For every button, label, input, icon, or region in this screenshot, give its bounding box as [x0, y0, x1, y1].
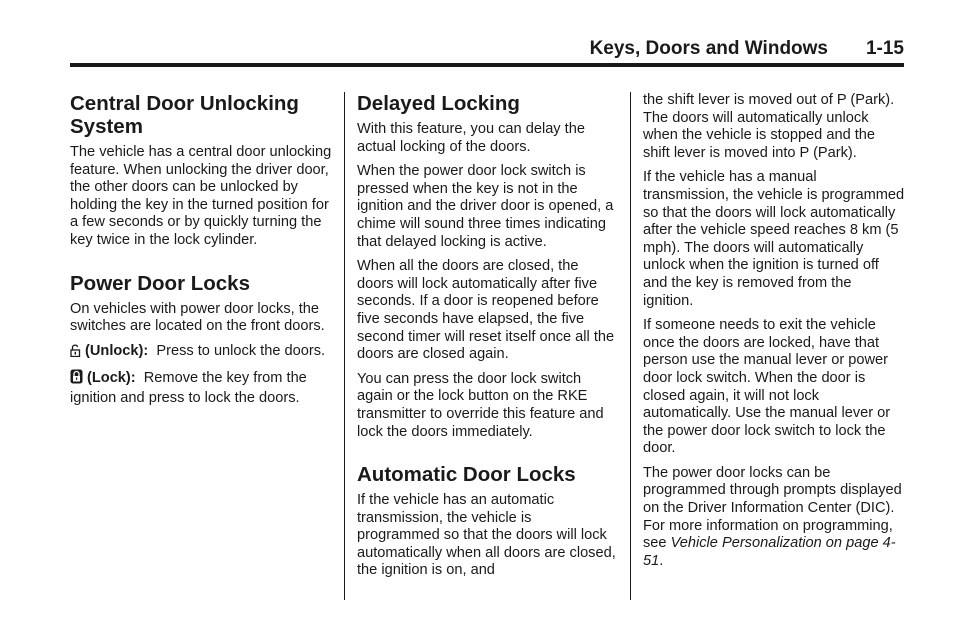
page-number: 1-15 [865, 38, 904, 59]
paragraph-end: . [659, 552, 664, 569]
unlock-label: (Unlock): [85, 342, 149, 359]
section-title: Keys, Doors and Windows [589, 38, 828, 59]
unlock-icon [70, 344, 81, 363]
column-3 [643, 92, 905, 577]
column-divider [630, 92, 631, 600]
unlock-description [70, 343, 332, 363]
paragraph: If someone needs to exit the vehicle once the doors are locked, have that person use the manual lever or power door lock switch. When the door is closed again, it will not lock automatically. Use the manual lever or the power door lock switch to lock the door. [643, 317, 891, 457]
paragraph: If the vehicle has a manual transmission, the vehicle is programmed so that the doors will lock automatically after the vehicle speed reaches 8 km (5 mph). The doors will automatically unlock when the ignition is turned off and the key is removed from the ignition. [643, 169, 905, 309]
lock-description [70, 369, 332, 407]
paragraph: With this feature, you can delay the actual locking of the doors. [357, 121, 585, 155]
heading-central-door-unlocking: Central Door Unlocking System [70, 92, 299, 138]
header-rule [70, 63, 904, 67]
paragraph: When all the doors are closed, the doors will lock automatically after five seconds. If a door is reopened before five seconds have elapsed, the five second timer will reset itself once all the doors are closed again. [357, 258, 615, 363]
column-1 [70, 92, 332, 415]
unlock-text: Press to unlock the doors. [156, 342, 326, 359]
heading-automatic-door-locks: Automatic Door Locks [357, 463, 576, 487]
paragraph: You can press the door lock switch again or the lock button on the RKE transmitter to override this feature and lock the doors immediately. [357, 370, 604, 440]
heading-delayed-locking: Delayed Locking [357, 92, 520, 115]
paragraph: If the vehicle has an automatic transmission, the vehicle is programmed so that the doors will lock automatically when all doors are closed, the ignition is on, and [357, 492, 616, 579]
paragraph [643, 465, 905, 571]
paragraph: On vehicles with power door locks, the switches are located on the front doors. [70, 300, 325, 335]
running-header [70, 38, 904, 62]
paragraph: The vehicle has a central door unlocking feature. When unlocking the driver door, the other doors can be unlocked by holding the key in the turned position for a few seconds or by quickly turning the key twice in the lock cylinder. [70, 144, 332, 248]
cross-reference-link[interactable]: Vehicle Personalization on page 4-51 [643, 535, 896, 569]
paragraph: When the power door lock switch is pressed when the key is not in the ignition and the driver door is opened, a chime will sound three times indicating that delayed locking is active. [357, 163, 614, 250]
column-2 [357, 92, 617, 587]
paragraph-text: The power door locks can be programmed through prompts displayed on the Driver Information Center (DIC). For more information on programming, see [643, 464, 902, 552]
heading-power-door-locks: Power Door Locks [70, 271, 250, 295]
lock-text: Remove the key from the ignition and press to lock the doors. [70, 370, 307, 406]
paragraph: the shift lever is moved out of P (Park). The doors will automatically unlock when the vehicle is stopped and the shift lever is moved into P (Park). [643, 92, 895, 161]
lock-label: (Lock): [87, 370, 136, 387]
lock-icon [70, 369, 83, 390]
column-divider [344, 92, 345, 600]
